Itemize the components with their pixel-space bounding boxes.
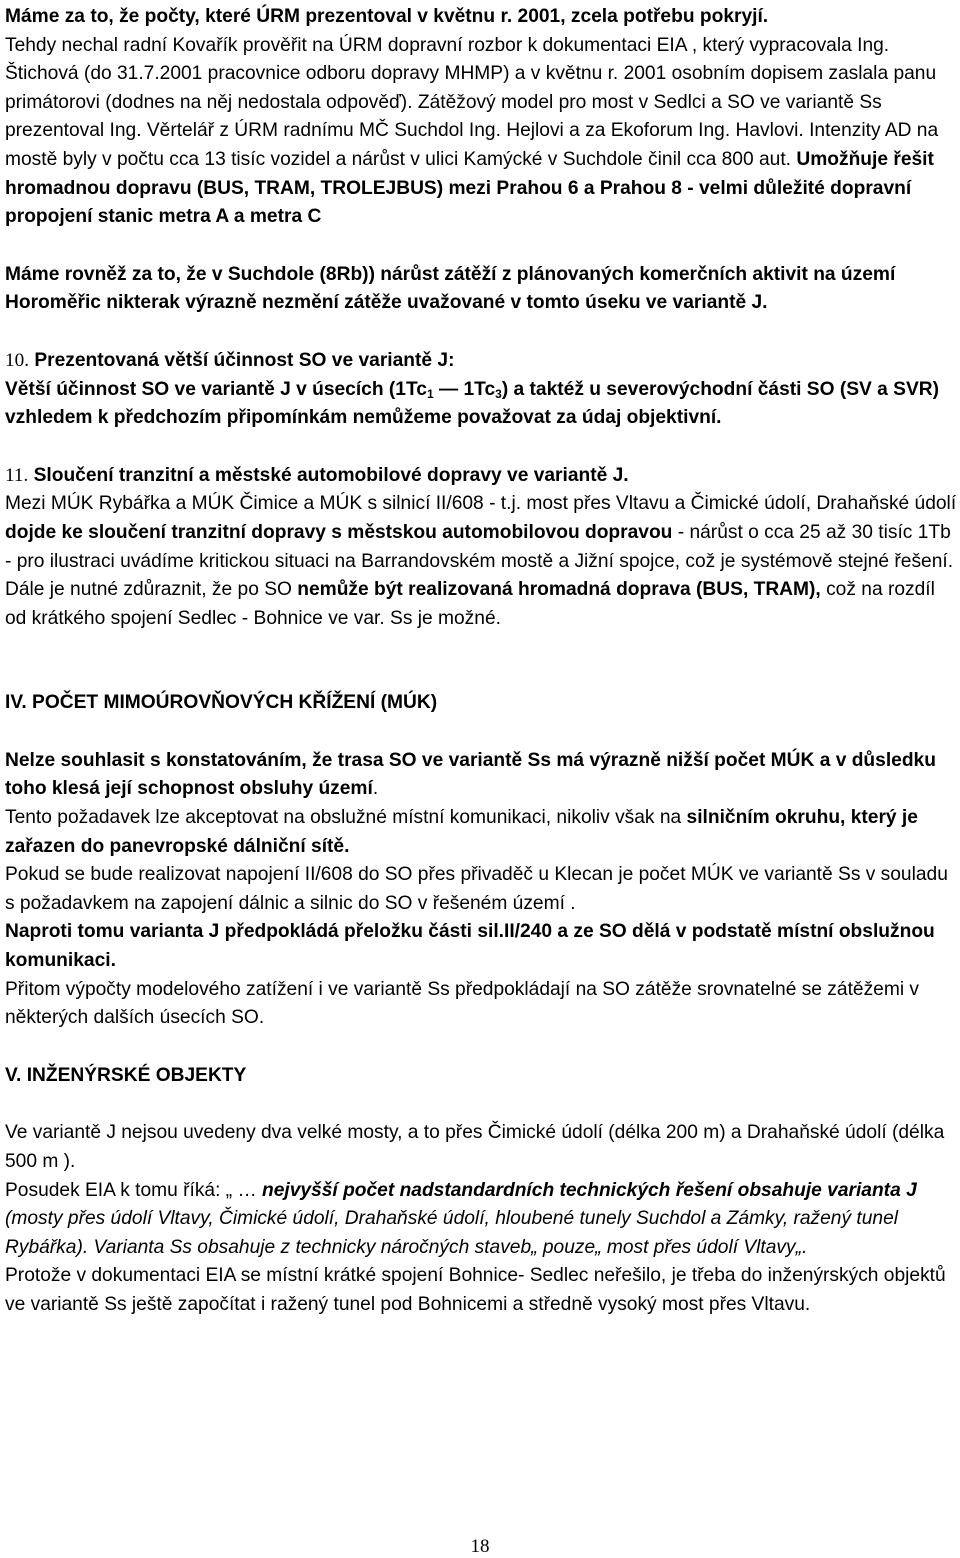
section-10-body: Větší účinnost SO ve variantě J v úsecích ($1Tc_1$ — $1Tc_3$) a taktéž u severovýchodní části SO (SV a SVR) vzhledem k předchozím připomínkám nemůžeme považovat za údaj objektivní. (5, 378, 940, 429)
section-iv-p3: Pokud se bude realizovat napojení II/608 do SO přes přivaděč u Klecan je počet MÚK ve variantě Ss v souladu s požadavkem na zapojení dálnic a silnic do SO v řešeném území . (5, 864, 948, 914)
section-iv-p5: Přitom výpočty modelového zatížení i ve variantě Ss předpokládají na SO zátěže srovnatelné se zátěžemi v některých dalších úsecích SO. (5, 978, 920, 1029)
section-11-text-c: - nárůst o cca 25 až 30 tisíc 1Tb - pro ilustraci uvádíme kritickou situaci na Barrandovském mostě a Jižní spojce, což je systémově stejné řešení. Dále je nutné zdůraznit, že po SO (5, 521, 954, 601)
section-v-heading: V. INŽENÝRSKÉ OBJEKTY (5, 1064, 247, 1086)
statement-transit: Umožňuje řešit hromadnou dopravu (BUS, TRAM, TROLEJBUS) mezi Prahou 6 a Prahou 8 - velmi důležité dopravní propojení stanic metra A a metra C (5, 148, 934, 228)
section-v-p2b: nejvyšší počet nadstandardních technických řešení obsahuje varianta J (262, 1179, 917, 1201)
section-iv-p2a: Tento požadavek lze akceptovat na obslužné místní komunikaci, nikoliv však na (5, 807, 687, 829)
paragraph-urm-counts (5, 3, 957, 232)
section-iv-body: Nelze souhlasit s konstatováním, že trasa SO ve variantě Ss má výrazně nižší počet MÚK a v důsledku toho klesá její schopnost obsluhy území. Tento požadavek lze akceptovat na obslužné místní komunikaci, nikoliv však na silničním okruhu, který je zařazen do panevropské dálniční sítě. Pokud se bude realizovat napojení II/608 do SO přes přivaděč u Klecan je počet MÚK ve variantě Ss v souladu s požadavkem na zapojení dálnic a silnic do SO v řešeném území . Naproti tomu varianta J předpokládá přeložku části sil.II/240 a ze SO dělá v podstatě místní obslužnou komunikaci. Přitom výpočty modelového zatížení i ve variantě Ss předpokládají na SO zátěže srovnatelné se zátěžemi v některých dalších úsecích SO. (5, 749, 948, 1029)
section-11-text-b: dojde ke sloučení tranzitní dopravy s městskou automobilovou dopravou (5, 521, 673, 543)
paragraph-suchdol: Máme rovněž za to, že v Suchdole (8Rb)) nárůst zátěží z plánovaných komerčních aktivit na území Horoměřic nikterak výrazně nezmění zátěže uvažované v tomto úseku ve variantě J. (5, 263, 896, 314)
document-page (5, 3, 957, 1320)
section-11-text-a: Mezi MÚK Rybářka a MÚK Čimice a MÚK s silnicí II/608 - t.j. most přes Vltavu a Čimické údolí, Drahaňské údolí (5, 493, 957, 515)
section-iv-p2b: silničním okruhu, který je zařazen do panevropské dálniční sítě. (5, 807, 918, 857)
section-v-p2a: Posudek EIA k tomu říká: „ … (5, 1179, 262, 1201)
section-v-body (5, 1119, 957, 1319)
section-10 (5, 347, 957, 433)
section-v-p2c: (mosty přes údolí Vltavy, Čimické údolí, Drahaňské údolí, hloubené tunely Suchdol a Zámky, ražený tunel Rybářka). Varianta Ss obsahuje z technicky náročných staveb„ pouze„ most přes údolí Vltavy„. (5, 1208, 899, 1258)
statement-detail: Tehdy nechal radní Kovařík prověřit na ÚRM dopravní rozbor k dokumentaci EIA , který vypracovala Ing. Štichová (do 31.7.2001 pracovnice odboru dopravy MHMP) a v květnu r. 2001 osobním dopisem zaslala panu primátorovi (dodnes na něj nedostala odpověď). Zátěžový model pro most v Sedlci a SO ve variantě Ss prezentoval Ing. Věrtelář z ÚRM radnímu MČ Suchdol Ing. Hejlovi a za Ekoforum Ing. Havlovi. Intenzity AD na mostě byly v počtu cca 13 tisíc vozidel a nárůst v ulici Kamýcké v Suchdole činil cca 800 aut. (5, 34, 939, 170)
section-11-title: Sloučení tranzitní a městské automobilové dopravy ve variantě J. (28, 464, 629, 486)
section-iv-p4: Naproti tomu varianta J předpokládá přeložku části sil.II/240 a ze SO dělá v podstatě místní obslužnou komunikaci. (5, 921, 935, 972)
section-10-number: 10. (5, 349, 29, 371)
section-11-text-d: nemůže být realizovaná hromadná doprava (BUS, TRAM), (297, 579, 821, 601)
statement-bold: Máme za to, že počty, které ÚRM prezentoval v květnu r. 2001, zcela potřebu pokryjí. (5, 6, 769, 27)
section-iv-p1: Nelze souhlasit s konstatováním, že trasa SO ve variantě Ss má výrazně nižší počet MÚK a v důsledku toho klesá její schopnost obsluhy území (5, 749, 936, 800)
section-v-p1: Ve variantě J nejsou uvedeny dva velké mosty, a to přes Čimické údolí (délka 200 m) a Drahaňské údolí (délka 500 m ). (5, 1122, 945, 1172)
section-11-number: 11. (5, 464, 29, 486)
section-v-p3: Protože v dokumentaci EIA se místní krátké spojení Bohnice- Sedlec neřešilo, je třeba do inženýrských objektů ve variantě Ss ještě započítat i ražený tunel pod Bohnicemi a středně vysoký most přes Vltavu. (5, 1265, 946, 1315)
page-number: 18 (470, 1536, 490, 1557)
section-11-text-e: což na rozdíl od krátkého spojení Sedlec - Bohnice ve var. Ss je možné. (5, 579, 935, 629)
section-10-title: Prezentovaná větší účinnost SO ve variantě J: (28, 349, 455, 371)
section-iv-heading: IV. POČET MIMOÚROVŇOVÝCH KŘÍŽENÍ (MÚK) (5, 692, 438, 714)
section-11 (5, 462, 957, 634)
